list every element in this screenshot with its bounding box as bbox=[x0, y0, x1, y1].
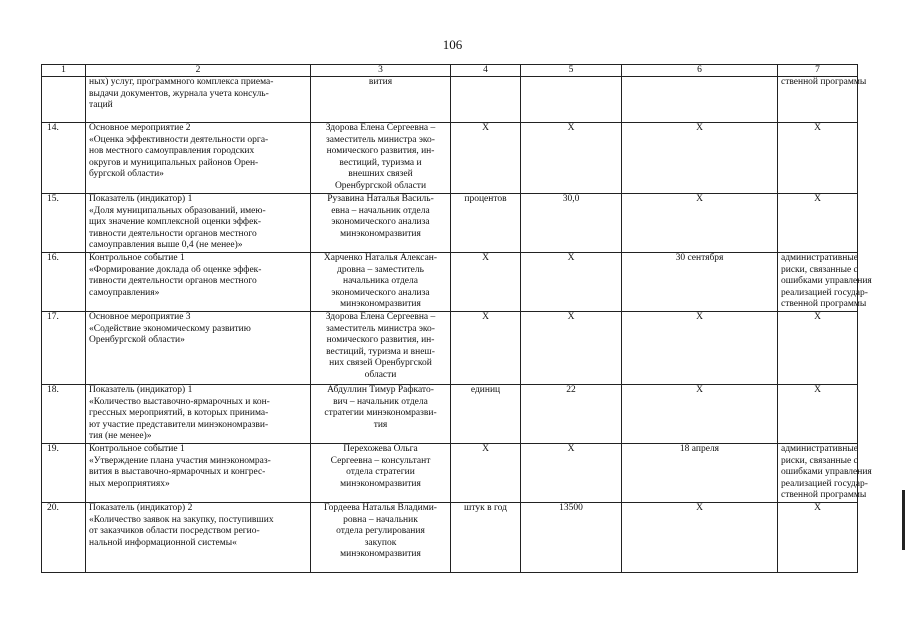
risks-cell bbox=[778, 253, 872, 312]
text-line: X bbox=[482, 123, 489, 133]
text-line: номического развития, ин- bbox=[326, 146, 435, 157]
text-line: номического развития, ин- bbox=[326, 335, 435, 346]
text-line: «Доля муниципальных образований, имею- bbox=[89, 205, 266, 216]
continuation-responsible bbox=[311, 77, 451, 123]
text-line: X bbox=[814, 194, 821, 204]
text-line: X bbox=[696, 194, 703, 204]
text-line: X bbox=[696, 312, 703, 322]
text-line: закупок bbox=[364, 537, 397, 548]
responsible-cell bbox=[311, 123, 451, 194]
text-line: Здорова Елена Сергеевна – bbox=[325, 312, 436, 322]
program-table bbox=[41, 64, 872, 573]
text-line: округов и муниципальных районов Орен- bbox=[89, 157, 259, 168]
text-line: дровна – заместитель bbox=[337, 264, 424, 275]
header-col-5: 5 bbox=[521, 65, 622, 77]
deadline-cell bbox=[622, 503, 778, 573]
description-cell bbox=[86, 194, 311, 253]
text-line: них связей Оренбургской bbox=[329, 358, 432, 369]
text-line: Оренбургской области bbox=[334, 180, 427, 191]
text-line: заместитель министра эко- bbox=[326, 323, 435, 334]
text-line: Показатель (индикатор) 2 bbox=[89, 503, 193, 513]
deadline-cell bbox=[622, 312, 778, 385]
text-line: единиц bbox=[470, 385, 501, 395]
text-line: выдачи документов, журнала учета консуль- bbox=[89, 88, 269, 99]
continuation-unit bbox=[451, 77, 521, 123]
value-cell bbox=[521, 503, 622, 573]
row-number: 20. bbox=[42, 503, 86, 573]
header-col-3: 3 bbox=[311, 65, 451, 77]
unit-cell bbox=[451, 444, 521, 503]
text-line: «Утверждение плана участия минэкономраз- bbox=[89, 455, 271, 466]
text-line: 18 апреля bbox=[679, 444, 720, 454]
header-col-6: 6 bbox=[622, 65, 778, 77]
row-number: 18. bbox=[42, 385, 86, 444]
text-line: X bbox=[696, 503, 703, 513]
text-line: ных) услуг, программного комплекса приема- bbox=[89, 77, 274, 87]
text-line: X bbox=[814, 385, 821, 395]
value-cell bbox=[521, 385, 622, 444]
risks-cell bbox=[778, 385, 858, 444]
text-line: ственной программы bbox=[781, 299, 867, 310]
text-line: минэкономразвития bbox=[340, 299, 421, 310]
text-line: «Содействие экономическому развитию bbox=[89, 323, 251, 334]
text-line: тия (не менее)» bbox=[89, 431, 152, 442]
row-number: 15. bbox=[42, 194, 86, 253]
text-line: ственной программы bbox=[781, 77, 867, 87]
text-line: минэкономразвития bbox=[340, 478, 421, 489]
text-line: 30,0 bbox=[562, 194, 580, 204]
text-line: щих значение комплексной оценки эффек- bbox=[89, 217, 262, 228]
unit-cell bbox=[451, 123, 521, 194]
text-line: «Формирование доклада об оценке эффек- bbox=[89, 264, 262, 275]
text-line: реализацией государ- bbox=[781, 287, 868, 298]
text-line: нов местного самоуправления городских bbox=[89, 146, 255, 157]
header-col-7: 7 bbox=[778, 65, 858, 77]
text-line: риски, связанные с bbox=[781, 264, 858, 275]
description-cell bbox=[86, 253, 311, 312]
text-line: Основное мероприятие 3 bbox=[89, 312, 191, 322]
table-row bbox=[42, 385, 858, 444]
responsible-cell bbox=[311, 444, 451, 503]
risks-cell bbox=[778, 503, 858, 573]
text-line: ственной программы bbox=[781, 490, 867, 501]
text-line: экономического анализа bbox=[331, 217, 430, 228]
responsible-cell bbox=[311, 253, 451, 312]
text-line: ровна – начальник bbox=[343, 514, 418, 525]
text-line: X bbox=[482, 312, 489, 322]
unit-cell bbox=[451, 194, 521, 253]
text-line: X bbox=[814, 123, 821, 133]
text-line: тивности деятельности органов местного bbox=[89, 228, 257, 239]
text-line: X bbox=[696, 123, 703, 133]
text-line: «Количество заявок на закупку, поступивших bbox=[89, 514, 274, 525]
unit-cell bbox=[451, 385, 521, 444]
text-line: ошибками управления bbox=[781, 276, 872, 287]
text-line: X bbox=[482, 253, 489, 263]
text-line: «Оценка эффективности деятельности орга- bbox=[89, 134, 269, 145]
table-row bbox=[42, 194, 858, 253]
responsible-cell bbox=[311, 385, 451, 444]
text-line: ных мероприятиях» bbox=[89, 478, 170, 489]
text-line: вич – начальник отдела bbox=[333, 396, 428, 407]
text-line: 30 сентября bbox=[675, 253, 724, 263]
text-line: от заказчиков области посредством регио- bbox=[89, 526, 260, 537]
text-line: ошибками управления bbox=[781, 467, 872, 478]
responsible-cell bbox=[311, 194, 451, 253]
text-line: минэкономразвития bbox=[340, 228, 421, 239]
continuation-risks bbox=[778, 77, 867, 123]
unit-cell bbox=[451, 312, 521, 385]
text-line: таций bbox=[89, 100, 113, 111]
text-line: Контрольное событие 1 bbox=[89, 253, 185, 263]
text-line: Перехожева Ольга bbox=[343, 444, 418, 454]
text-line: Контрольное событие 1 bbox=[89, 444, 185, 454]
table-row bbox=[42, 312, 858, 385]
text-line: грессных мероприятий, в которых принима- bbox=[89, 408, 269, 419]
deadline-cell bbox=[622, 253, 778, 312]
description-cell bbox=[86, 503, 311, 573]
text-line: экономического анализа bbox=[331, 287, 430, 298]
text-line: нальной информационной системы« bbox=[89, 537, 237, 548]
text-line: минэкономразвития bbox=[340, 549, 421, 560]
risks-cell bbox=[778, 312, 858, 385]
text-line: X bbox=[567, 444, 575, 454]
value-cell bbox=[521, 123, 622, 194]
header-row bbox=[42, 65, 858, 77]
table-row bbox=[42, 123, 858, 194]
description-cell bbox=[86, 444, 311, 503]
text-line: вестиций, туризма и bbox=[339, 157, 422, 168]
text-line: Харченко Наталья Алексан- bbox=[323, 253, 438, 263]
text-line: административные bbox=[781, 253, 858, 263]
header-col-2: 2 bbox=[86, 65, 311, 77]
text-line: Сергеевна – консультант bbox=[330, 455, 431, 466]
text-line: вестиций, туризма и внеш- bbox=[326, 346, 435, 357]
text-line: Оренбургской области» bbox=[89, 335, 185, 346]
text-line: «Количество выставочно-ярмарочных и кон- bbox=[89, 396, 270, 407]
text-line: самоуправления выше 0,4 (не менее)» bbox=[89, 240, 243, 251]
text-line: вития bbox=[368, 77, 393, 87]
text-line: бургской области» bbox=[89, 169, 164, 180]
page-number: 106 bbox=[442, 37, 463, 52]
text-line: тия bbox=[373, 419, 388, 430]
text-line: стратегии минэкономразви- bbox=[324, 408, 437, 419]
responsible-cell bbox=[311, 503, 451, 573]
text-line: тивности деятельности органов местного bbox=[89, 276, 257, 287]
text-line: процентов bbox=[464, 194, 507, 204]
text-line: начальника отдела bbox=[343, 276, 418, 287]
description-cell bbox=[86, 312, 311, 385]
text-line: X bbox=[814, 503, 821, 513]
header-col-4: 4 bbox=[451, 65, 521, 77]
text-line: Здорова Елена Сергеевна – bbox=[325, 123, 436, 133]
deadline-cell bbox=[622, 385, 778, 444]
text-line: X bbox=[567, 123, 575, 133]
continuation-row bbox=[42, 77, 858, 123]
text-line: заместитель министра эко- bbox=[326, 134, 435, 145]
responsible-cell bbox=[311, 312, 451, 385]
value-cell bbox=[521, 312, 622, 385]
deadline-cell bbox=[622, 194, 778, 253]
row-number: 17. bbox=[42, 312, 86, 385]
row-number: 16. bbox=[42, 253, 86, 312]
text-line: X bbox=[696, 385, 703, 395]
text-line: Показатель (индикатор) 1 bbox=[89, 385, 193, 395]
text-line: X bbox=[482, 444, 489, 454]
value-cell bbox=[521, 194, 622, 253]
text-line: внешних связей bbox=[348, 169, 413, 180]
text-line: Показатель (индикатор) 1 bbox=[89, 194, 193, 204]
text-line: ют участие представители минэкономразви- bbox=[89, 419, 269, 430]
continuation-deadline bbox=[622, 77, 778, 123]
deadline-cell bbox=[622, 444, 778, 503]
continuation-num bbox=[42, 77, 86, 123]
continuation-value bbox=[521, 77, 622, 123]
text-line: штук в год bbox=[464, 503, 507, 513]
value-cell bbox=[521, 253, 622, 312]
description-cell bbox=[86, 123, 311, 194]
text-line: Рузавина Наталья Василь- bbox=[327, 194, 434, 204]
text-line: X bbox=[567, 253, 575, 263]
header-col-1: 1 bbox=[42, 65, 86, 77]
table-row bbox=[42, 503, 858, 573]
text-line: 22 bbox=[566, 385, 576, 395]
risks-cell bbox=[778, 123, 858, 194]
value-cell bbox=[521, 444, 622, 503]
table-row bbox=[42, 253, 858, 312]
text-line: отдела регулирования bbox=[336, 526, 425, 537]
row-number: 14. bbox=[42, 123, 86, 194]
text-line: X bbox=[814, 312, 821, 322]
text-line: риски, связанные с bbox=[781, 455, 858, 466]
unit-cell bbox=[451, 253, 521, 312]
text-line: административные bbox=[781, 444, 858, 454]
table-row bbox=[42, 444, 858, 503]
risks-cell bbox=[778, 194, 858, 253]
text-line: Абдуллин Тимур Рафкато- bbox=[327, 385, 434, 395]
text-line: реализацией государ- bbox=[781, 478, 868, 489]
text-line: самоуправления» bbox=[89, 287, 160, 298]
text-line: вития в выставочно-ярмарочных и конгрес- bbox=[89, 467, 266, 478]
description-cell bbox=[86, 385, 311, 444]
risks-cell bbox=[778, 444, 872, 503]
text-line: Гордеева Наталья Владими- bbox=[324, 503, 437, 513]
text-line: евна – начальник отдела bbox=[331, 205, 430, 216]
text-line: области bbox=[364, 369, 397, 380]
deadline-cell bbox=[622, 123, 778, 194]
text-line: 13500 bbox=[559, 503, 583, 513]
unit-cell bbox=[451, 503, 521, 573]
text-line: отдела стратегии bbox=[346, 467, 415, 478]
text-line: X bbox=[567, 312, 575, 322]
text-line: Основное мероприятие 2 bbox=[89, 123, 191, 133]
row-number: 19. bbox=[42, 444, 86, 503]
continuation-description bbox=[86, 77, 311, 123]
